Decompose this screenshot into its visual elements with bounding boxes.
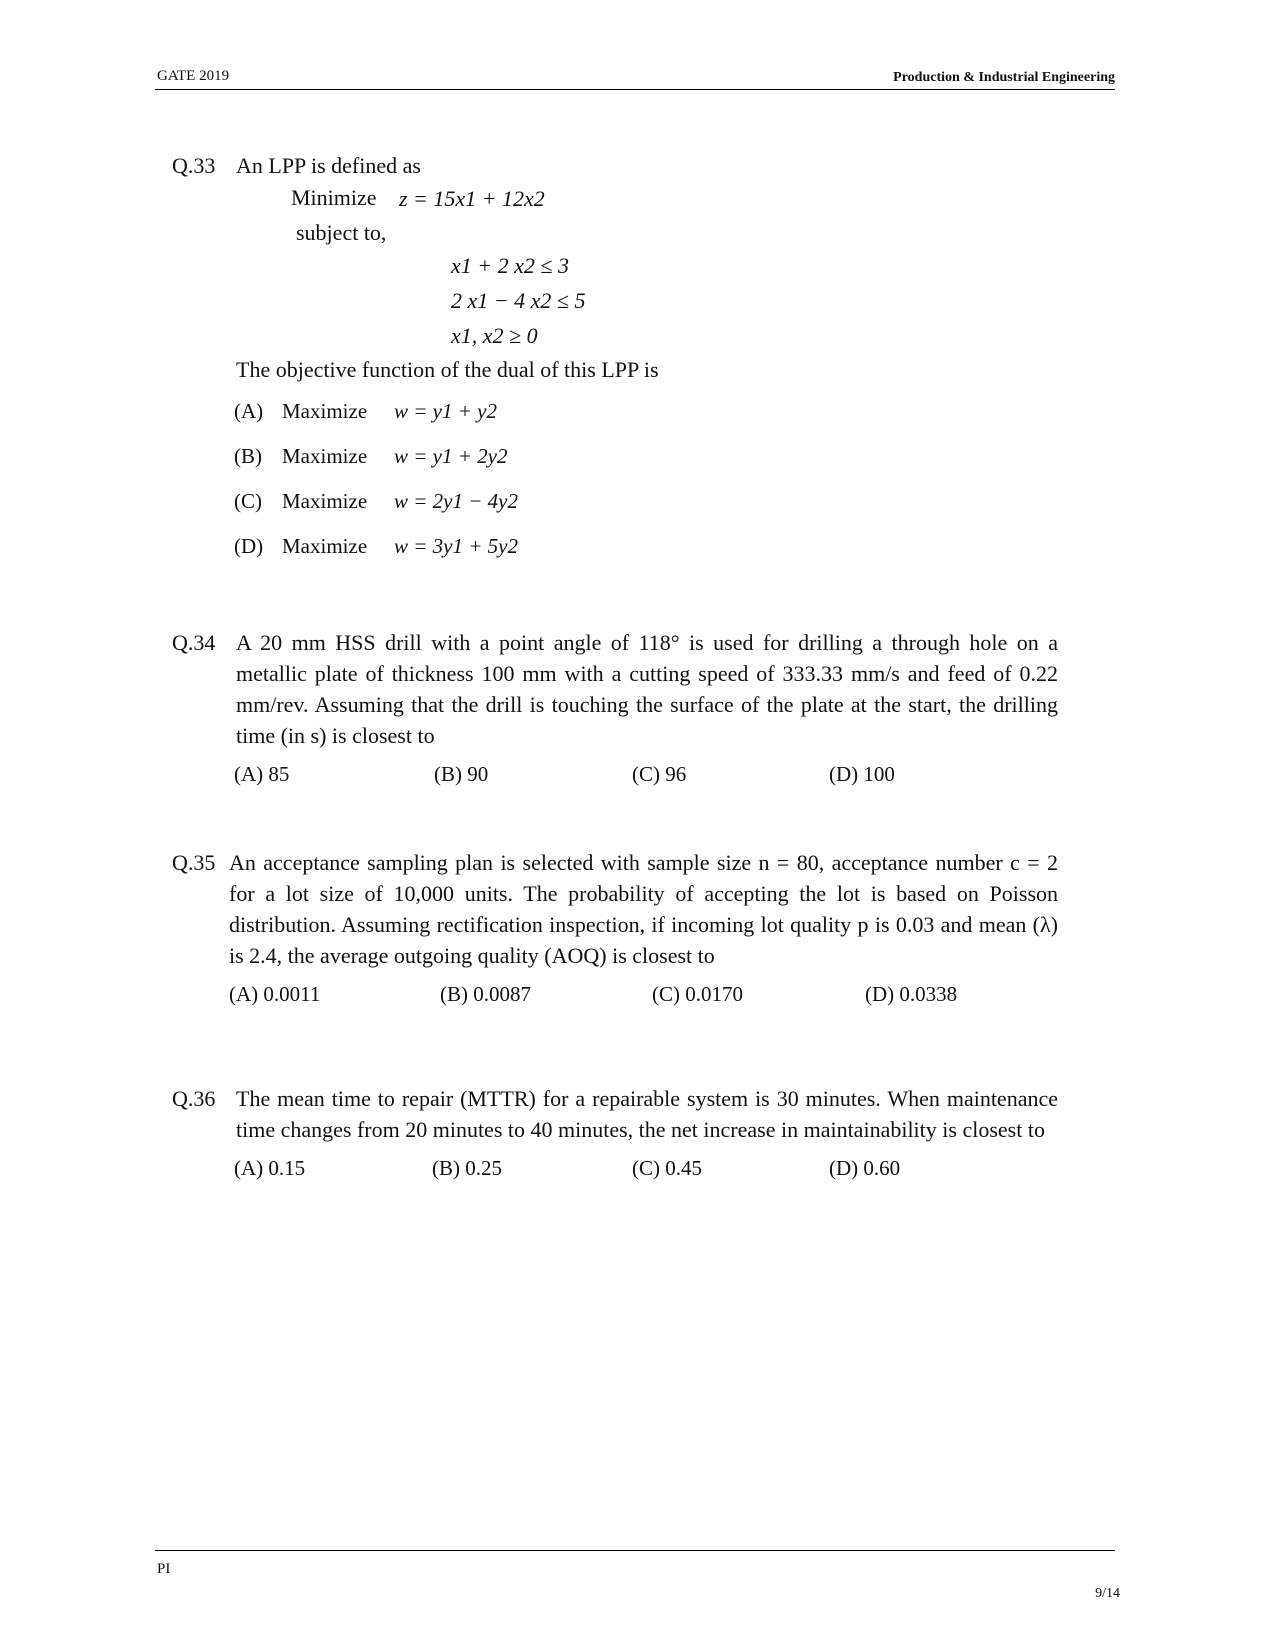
question-text: The mean time to repair (MTTR) for a repairable system is 30 minutes. When maintenance time changes from 20 minutes to 40 minutes, the net increase in maintainability is closest to — [236, 1086, 1058, 1142]
footer-rule — [155, 1550, 1115, 1551]
option-a: (A) 85 — [234, 762, 290, 786]
option-d — [172, 531, 1112, 562]
objective-function: z = 15x1 + 12x2 — [399, 186, 545, 211]
option-d: (D) 0.0338 — [865, 982, 958, 1006]
option-c: (C) 0.0170 — [652, 982, 743, 1006]
question-number: Q.34 — [172, 630, 216, 655]
constraint-2: 2 x1 − 4 x2 ≤ 5 — [451, 288, 586, 313]
option-expression: w = y1 + 2y2 — [394, 444, 508, 468]
header-subject: Production & Industrial Engineering — [893, 70, 1115, 85]
options-row — [172, 759, 1112, 790]
option-text: Maximize — [282, 489, 368, 513]
question-text: A 20 mm HSS drill with a point angle of 118° is used for drilling a through hole on a metallic plate of thickness 100 mm with a cutting speed of 333.33 mm/s and feed of 0.22 mm/rev. Assuming that the drill is touching the surface of the plate at the start, the drilling time (in s) is closest to — [236, 630, 1058, 748]
option-label: (D) — [234, 534, 264, 558]
question-36 — [172, 1083, 1112, 1193]
question-35 — [172, 847, 1112, 1017]
question-text: An acceptance sampling plan is selected with sample size n = 80, acceptance number c = 2 for a lot size of 10,000 units. The probability of accepting the lot is based on Poisson distribution. Assuming rectification inspection, if incoming lot quality p is 0.03 and mean (λ) is 2.4, the average outgoing quality (AOQ) is closest to — [229, 850, 1058, 968]
option-c — [172, 486, 1112, 517]
question-number: Q.35 — [172, 850, 216, 875]
option-expression: w = 2y1 − 4y2 — [394, 489, 518, 513]
option-d: (D) 100 — [829, 762, 895, 786]
question-stem: The objective function of the dual of this LPP is — [236, 357, 659, 382]
option-d: (D) 0.60 — [829, 1156, 901, 1180]
question-number: Q.33 — [172, 153, 216, 178]
option-a — [172, 396, 1112, 427]
option-b: (B) 90 — [434, 762, 489, 786]
question-intro: An LPP is defined as — [236, 153, 421, 178]
options-row — [172, 1153, 1112, 1184]
header-rule — [155, 89, 1115, 90]
header-exam-title: GATE 2019 — [157, 68, 230, 84]
option-c: (C) 0.45 — [632, 1156, 702, 1180]
question-number: Q.36 — [172, 1086, 216, 1111]
option-expression: w = y1 + y2 — [394, 399, 497, 423]
option-text: Maximize — [282, 399, 368, 423]
option-a: (A) 0.15 — [234, 1156, 306, 1180]
option-label: (B) — [234, 444, 262, 468]
option-text: Maximize — [282, 444, 368, 468]
option-c: (C) 96 — [632, 762, 687, 786]
option-a: (A) 0.0011 — [229, 982, 321, 1006]
option-b: (B) 0.25 — [432, 1156, 502, 1180]
option-expression: w = 3y1 + 5y2 — [394, 534, 518, 558]
option-b: (B) 0.0087 — [440, 982, 531, 1006]
option-b — [172, 441, 1112, 472]
option-label: (A) — [234, 399, 264, 423]
options-row — [172, 979, 1112, 1010]
question-34 — [172, 627, 1112, 797]
footer-paper-code: PI — [157, 1561, 171, 1577]
page-number: 9/14 — [1095, 1586, 1120, 1601]
constraint-3: x1, x2 ≥ 0 — [451, 323, 538, 348]
minimize-label: Minimize — [291, 185, 377, 210]
option-text: Maximize — [282, 534, 368, 558]
question-33 — [172, 150, 1112, 570]
option-label: (C) — [234, 489, 262, 513]
constraint-1: x1 + 2 x2 ≤ 3 — [451, 253, 569, 278]
subject-to-label: subject to, — [296, 220, 387, 245]
